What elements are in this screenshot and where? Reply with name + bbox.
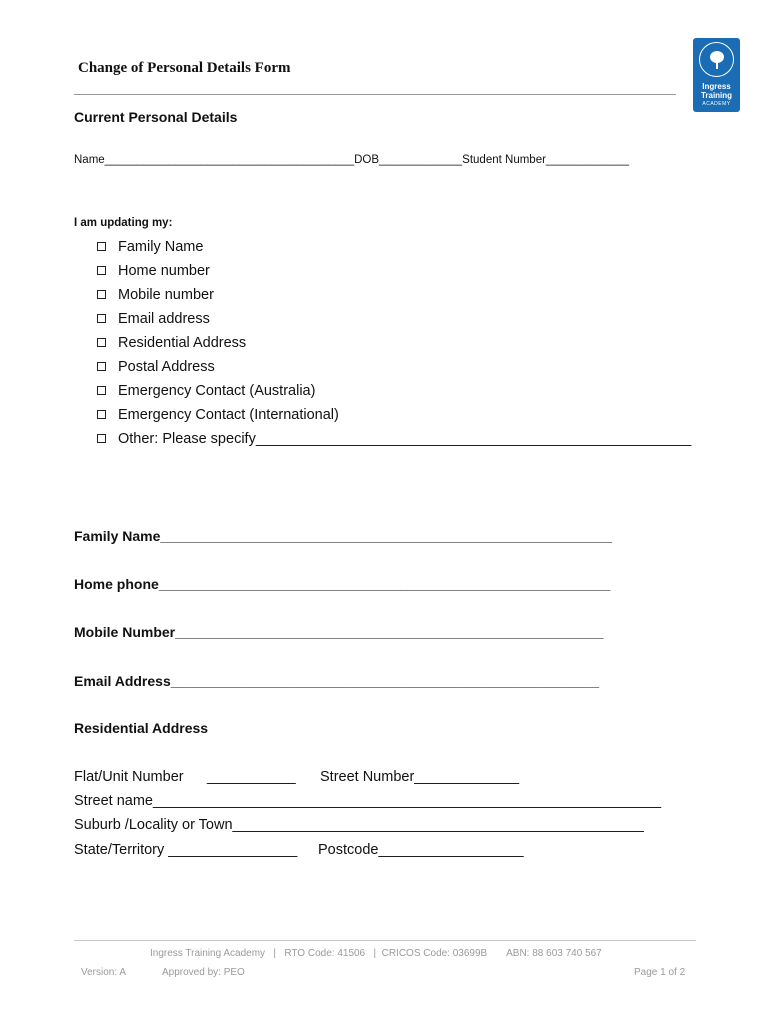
current-details-line: Name_______________________________________DOB_____________Student Number_____________: [74, 154, 630, 166]
logo-text-ingress: Ingress: [702, 82, 731, 91]
residential-heading: Residential Address: [74, 720, 209, 736]
street-name-field[interactable]: Street name_______________________________________________________________: [74, 793, 662, 809]
footer-page-number: Page 1 of 2: [634, 967, 686, 978]
checkbox-icon[interactable]: [97, 290, 106, 299]
option-home-number[interactable]: Home number: [97, 263, 210, 279]
logo-text-academy: ACADEMY: [702, 101, 731, 107]
checkbox-icon[interactable]: [97, 362, 106, 371]
street-number-field[interactable]: Street Number_____________: [320, 769, 520, 785]
footer-approved: Approved by: PEO: [162, 967, 245, 978]
ingress-logo: [693, 38, 740, 112]
option-family-name[interactable]: Family Name: [97, 239, 203, 255]
logo-text-training: Training: [700, 91, 733, 100]
family-name-field[interactable]: Family Name__________________________________________________________: [74, 528, 612, 544]
email-address-field[interactable]: Email Address_______________________________________________________: [74, 673, 599, 689]
footer-divider: [74, 940, 696, 941]
option-mobile-number[interactable]: Mobile number: [97, 287, 214, 303]
flat-unit-label: Flat/Unit Number: [74, 769, 184, 785]
option-emergency-australia[interactable]: Emergency Contact (Australia): [97, 383, 315, 399]
checkbox-icon[interactable]: [97, 386, 106, 395]
current-details-heading: Current Personal Details: [74, 109, 238, 125]
suburb-field[interactable]: Suburb /Locality or Town___________________________________________________: [74, 817, 644, 833]
home-phone-field[interactable]: Home phone__________________________________________________________: [74, 576, 611, 592]
flat-unit-field[interactable]: ___________: [207, 769, 296, 785]
checkbox-icon[interactable]: [97, 338, 106, 347]
option-residential-address[interactable]: Residential Address: [97, 335, 246, 351]
mobile-number-field[interactable]: Mobile Number_______________________________________________________: [74, 624, 604, 640]
state-territory-field[interactable]: State/Territory ________________: [74, 842, 298, 858]
option-other[interactable]: Other: Please specify______________________________________________________: [97, 431, 691, 447]
checkbox-icon[interactable]: [97, 242, 106, 251]
form-title: Change of Personal Details Form: [78, 60, 291, 76]
title-divider: [74, 94, 676, 95]
checkbox-icon[interactable]: [97, 266, 106, 275]
tree-emblem-icon: [699, 42, 734, 77]
postcode-field[interactable]: Postcode__________________: [318, 842, 524, 858]
option-email-address[interactable]: Email address: [97, 311, 210, 327]
option-postal-address[interactable]: Postal Address: [97, 359, 215, 375]
checkbox-icon[interactable]: [97, 314, 106, 323]
footer-version: Version: A: [81, 967, 127, 978]
checkbox-icon[interactable]: [97, 410, 106, 419]
checkbox-icon[interactable]: [97, 434, 106, 443]
updating-label: I am updating my:: [74, 217, 173, 229]
footer-organisation: Ingress Training Academy | RTO Code: 41506 | CRICOS Code: 03699B ABN: 88 603 740 567: [150, 948, 602, 959]
option-emergency-international[interactable]: Emergency Contact (International): [97, 407, 339, 423]
